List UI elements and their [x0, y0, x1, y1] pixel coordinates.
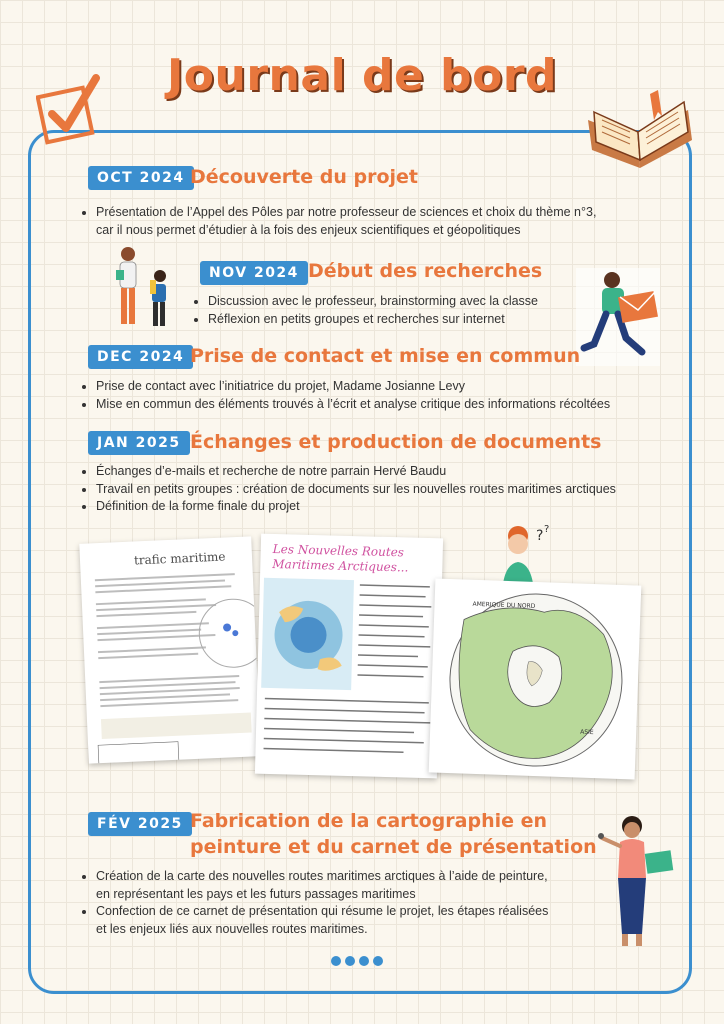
checkbox-check-icon — [36, 70, 106, 150]
doc3-label-asia: ASIE — [580, 728, 594, 737]
running-man-envelope-illustration — [576, 268, 660, 366]
step2-bullet-1: • Discussion avec le professeur, brainstorming avec la classe — [208, 293, 588, 311]
page-title: Journal de bord — [166, 50, 558, 101]
svg-text:?: ? — [536, 528, 544, 544]
open-book-icon — [580, 80, 700, 170]
step2-bullet-2: • Réflexion en petits groupes et recherches sur internet — [208, 311, 588, 329]
teacher-child-illustration — [108, 244, 180, 332]
doc2-map — [255, 572, 442, 777]
doc2-heading: Les Nouvelles Routes Maritimes Arctiques... — [272, 541, 409, 575]
step5-date-badge: FÉV 2025 — [88, 812, 192, 836]
step3-bullet-1: • Prise de contact avec l’initiatrice du projet, Madame Josianne Levy — [96, 378, 706, 396]
dot-1 — [331, 956, 341, 966]
step5-title-line2: peinture et du carnet de présentation — [190, 836, 597, 858]
step4-bullet-2: • Travail en petits groupes : création de documents sur les nouvelles routes maritimes arctiques — [96, 481, 706, 499]
step1-bullet-1: • Présentation de l’Appel des Pôles par notre professeur de sciences et choix du thème n°3, car il nous permet d’étudier à la fois des enjeux scientifiques et géopolitiques — [96, 204, 696, 239]
dot-4 — [373, 956, 383, 966]
step3-bullet-2: • Mise en commun des éléments trouvés à l’écrit et analyse critique des informations récoltées — [96, 396, 706, 414]
step2-date-badge: NOV 2024 — [200, 261, 308, 285]
document-photo-routes-maritimes — [255, 534, 443, 779]
doc3-map — [429, 578, 642, 779]
step2-title: Début des recherches — [308, 260, 543, 282]
step4-date-badge: JAN 2025 — [88, 431, 190, 455]
doc1-heading: trafic maritime — [133, 549, 226, 568]
dot-2 — [345, 956, 355, 966]
document-photo-trafic-maritime — [79, 536, 260, 763]
document-photo-hand-drawn-map — [429, 578, 642, 779]
step2-bullets — [190, 293, 588, 328]
step4-bullets — [78, 463, 706, 516]
doc3-label-north-america: AMERIQUE DU NORD — [472, 600, 536, 610]
step3-bullets — [78, 378, 706, 413]
dot-3 — [359, 956, 369, 966]
step5-bullets — [78, 868, 626, 938]
pagination-dots — [329, 953, 385, 971]
doc1-text-lines — [80, 562, 260, 763]
step1-date-badge: OCT 2024 — [88, 166, 194, 190]
presenting-woman-illustration — [596, 812, 680, 952]
step1-title: Découverte du projet — [190, 166, 418, 188]
step5-bullet-1: • Création de la carte des nouvelles routes maritimes arctiques à l’aide de peinture, en représentant les pays et les futurs passages maritimes — [96, 868, 626, 903]
step3-date-badge: DEC 2024 — [88, 345, 193, 369]
svg-text:?: ? — [544, 524, 550, 535]
step3-title: Prise de contact et mise en commun — [190, 345, 581, 367]
step4-bullet-1: • Échanges d’e-mails et recherche de notre parrain Hervé Baudu — [96, 463, 706, 481]
step4-bullet-3: • Définition de la forme finale du projet — [96, 498, 706, 516]
step5-bullet-2: • Confection de ce carnet de présentation qui résume le projet, les étapes réalisées et les enjeux liés aux nouvelles routes maritimes. — [96, 903, 626, 938]
step5-title-line1: Fabrication de la cartographie en — [190, 810, 548, 832]
step4-title: Échanges et production de documents — [190, 431, 602, 453]
step1-bullets — [78, 204, 696, 239]
